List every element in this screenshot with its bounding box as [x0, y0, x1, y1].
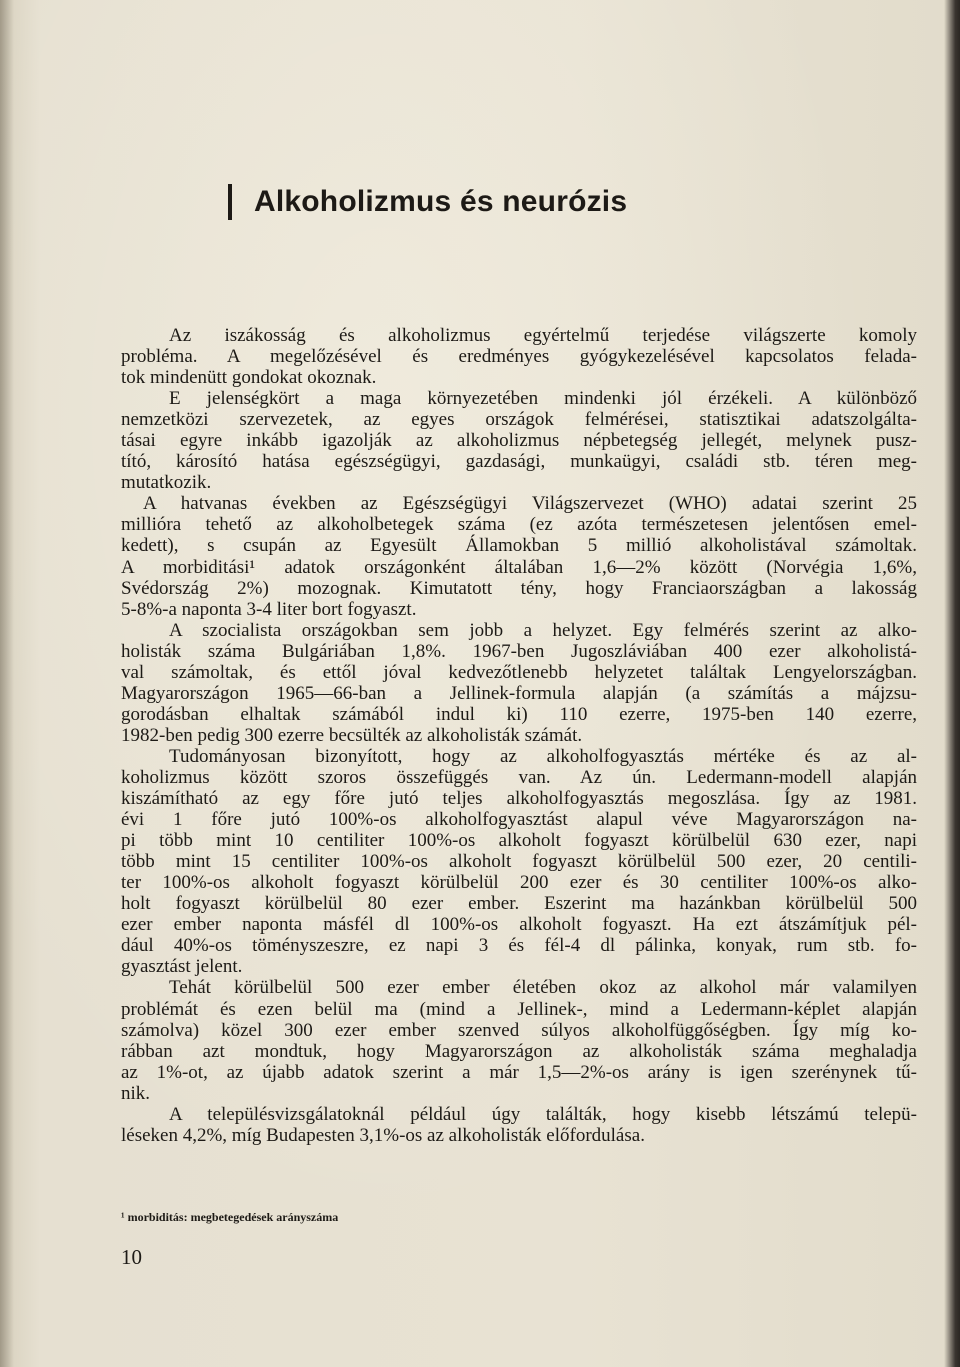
text-line: 1982-ben pedig 300 ezerre becsülték az alkoholisták számát.	[121, 724, 583, 746]
text-line: gyasztást jelent.	[121, 956, 243, 978]
text-line: A településvizsgálatoknál például úgy találták, hogy kisebb létszámú telepü-	[169, 1103, 917, 1125]
text-line: több mint 15 centiliter 100%-os alkoholt fogyaszt körülbelül 500 ezer, 20 centili-	[121, 851, 917, 873]
text-line: tító, károsító hatása egészségügyi, gazdasági, munkaügyi, családi stb. téren meg-	[121, 451, 917, 473]
text-line: az 1%-ot, az újabb adatok szerint a már 1,5—2%-os arány is igen szerénynek tű-	[121, 1061, 917, 1083]
text-line: ezer ember naponta másfél dl 100%-os alkoholt fogyaszt. Ha ezt átszámítjuk pél-	[121, 914, 917, 936]
text-line: nik.	[121, 1082, 151, 1104]
text-line: Magyarországon 1965—66-ban a Jellinek-formula alapján (a számítás a májzsu-	[121, 682, 917, 704]
text-line: Az iszákosság és alkoholizmus egyértelmű terjedése világszerte komoly	[169, 325, 917, 346]
page-number: 10	[121, 1245, 142, 1269]
text-line: Tudományosan bizonyított, hogy az alkoholfogyasztás mértéke és az al-	[169, 745, 917, 767]
text-line: millióra tehető az alkoholbetegek száma (ez azóta természetesen jelentősen emel-	[121, 514, 917, 536]
spine-shadow	[0, 0, 14, 1367]
text-line: 5-8%-a naponta 3-4 liter bort fogyaszt.	[121, 598, 417, 620]
text-line: holisták száma Bulgáriában 1,8%. 1967-ben Jugoszláviában 400 ezer alkoholistá-	[121, 640, 917, 662]
text-line: számolva) közel 300 ezer ember szenved súlyos alkoholfüggőségben. Így míg ko-	[121, 1019, 917, 1041]
heading-bar	[228, 184, 232, 220]
text-line: mutatkozik.	[121, 472, 212, 494]
text-line: A morbiditási¹ adatok országonként általában 1,6—2% között (Norvégia 1,6%,	[121, 556, 917, 578]
chapter-heading	[228, 182, 627, 222]
text-line: évi 1 főre jutó 100%-os alkoholfogyasztást alapul véve Magyarországon na-	[121, 809, 917, 831]
text-line: A hatvanas években az Egészségügyi Világszervezet (WHO) adatai szerint 25	[143, 493, 917, 515]
text-line: tásai egyre inkább igazolják az alkoholizmus népbetegség jellegét, melynek pusz-	[121, 430, 917, 452]
text-line: Svédország 2%) mozognak. Kimutatott tény, hogy Franciaországban a lakosság	[121, 577, 917, 599]
text-line: ter 100%-os alkoholt fogyaszt körülbelül 200 ezer és 30 centiliter 100%-os alko-	[121, 872, 917, 894]
text-line: A szocialista országokban sem jobb a helyzet. Egy felmérés szerint az alko-	[169, 619, 917, 641]
text-line: pi több mint 10 centiliter 100%-os alkoholt fogyaszt körülbelül 630 ezer, napi	[121, 830, 917, 852]
text-line: gorodásban elhaltak számából indul ki) 110 ezerre, 1975-ben 140 ezerre,	[121, 703, 917, 725]
text-line: E jelenségkört a maga környezetében mindenki jól érzékeli. A különböző	[169, 388, 917, 410]
text-line: Tehát körülbelül 500 ezer ember életében okoz az alkohol már valamilyen	[169, 977, 917, 999]
text-line: probléma. A megelőzésével és eredményes gyógykezelésével kapcsolatos felada-	[121, 346, 917, 368]
body-text	[121, 325, 917, 1146]
text-line: rábban azt mondtuk, hogy Magyarországon az alkoholisták száma meghaladja	[121, 1040, 917, 1062]
footnote: ¹ morbiditás: megbetegedések arányszáma	[121, 1210, 339, 1224]
text-line: léseken 4,2%, míg Budapesten 3,1%-os az alkoholisták előfordulása.	[121, 1124, 645, 1146]
text-line: kedett), s csupán az Egyesült Államokban 5 millió alkoholistával számoltak.	[121, 535, 917, 557]
text-line: kiszámítható az egy főre jutó teljes alkoholfogyasztás megoszlása. Így az 1981.	[121, 788, 917, 810]
text-line: dául 40%-os töményszeszre, ez napi 3 és fél-4 dl pálinka, konyak, rum stb. fo-	[121, 935, 917, 957]
text-line: tok mindenütt gondokat okoznak.	[121, 367, 377, 389]
chapter-title: Alkoholizmus és neurózis	[254, 185, 628, 218]
text-line: problémát és ezen belül ma (mind a Jellinek-, mind a Ledermann-képlet alapján	[121, 998, 917, 1020]
text-line: holt fogyaszt körülbelül 80 ezer ember. Eszerint ma hazánkban körülbelül 500	[121, 893, 917, 915]
page-edge	[944, 0, 960, 1367]
text-line: nemzetközi szervezetek, az egyes országok felmérései, statisztikai adatszolgálta-	[121, 409, 917, 431]
text-line: val számoltak, és ettől jóval kedvezőtlenebb helyzetet találtak Lengyelországban.	[121, 661, 917, 683]
text-line: koholizmus között szoros összefüggés van. Az ún. Ledermann-modell alapján	[121, 766, 917, 788]
